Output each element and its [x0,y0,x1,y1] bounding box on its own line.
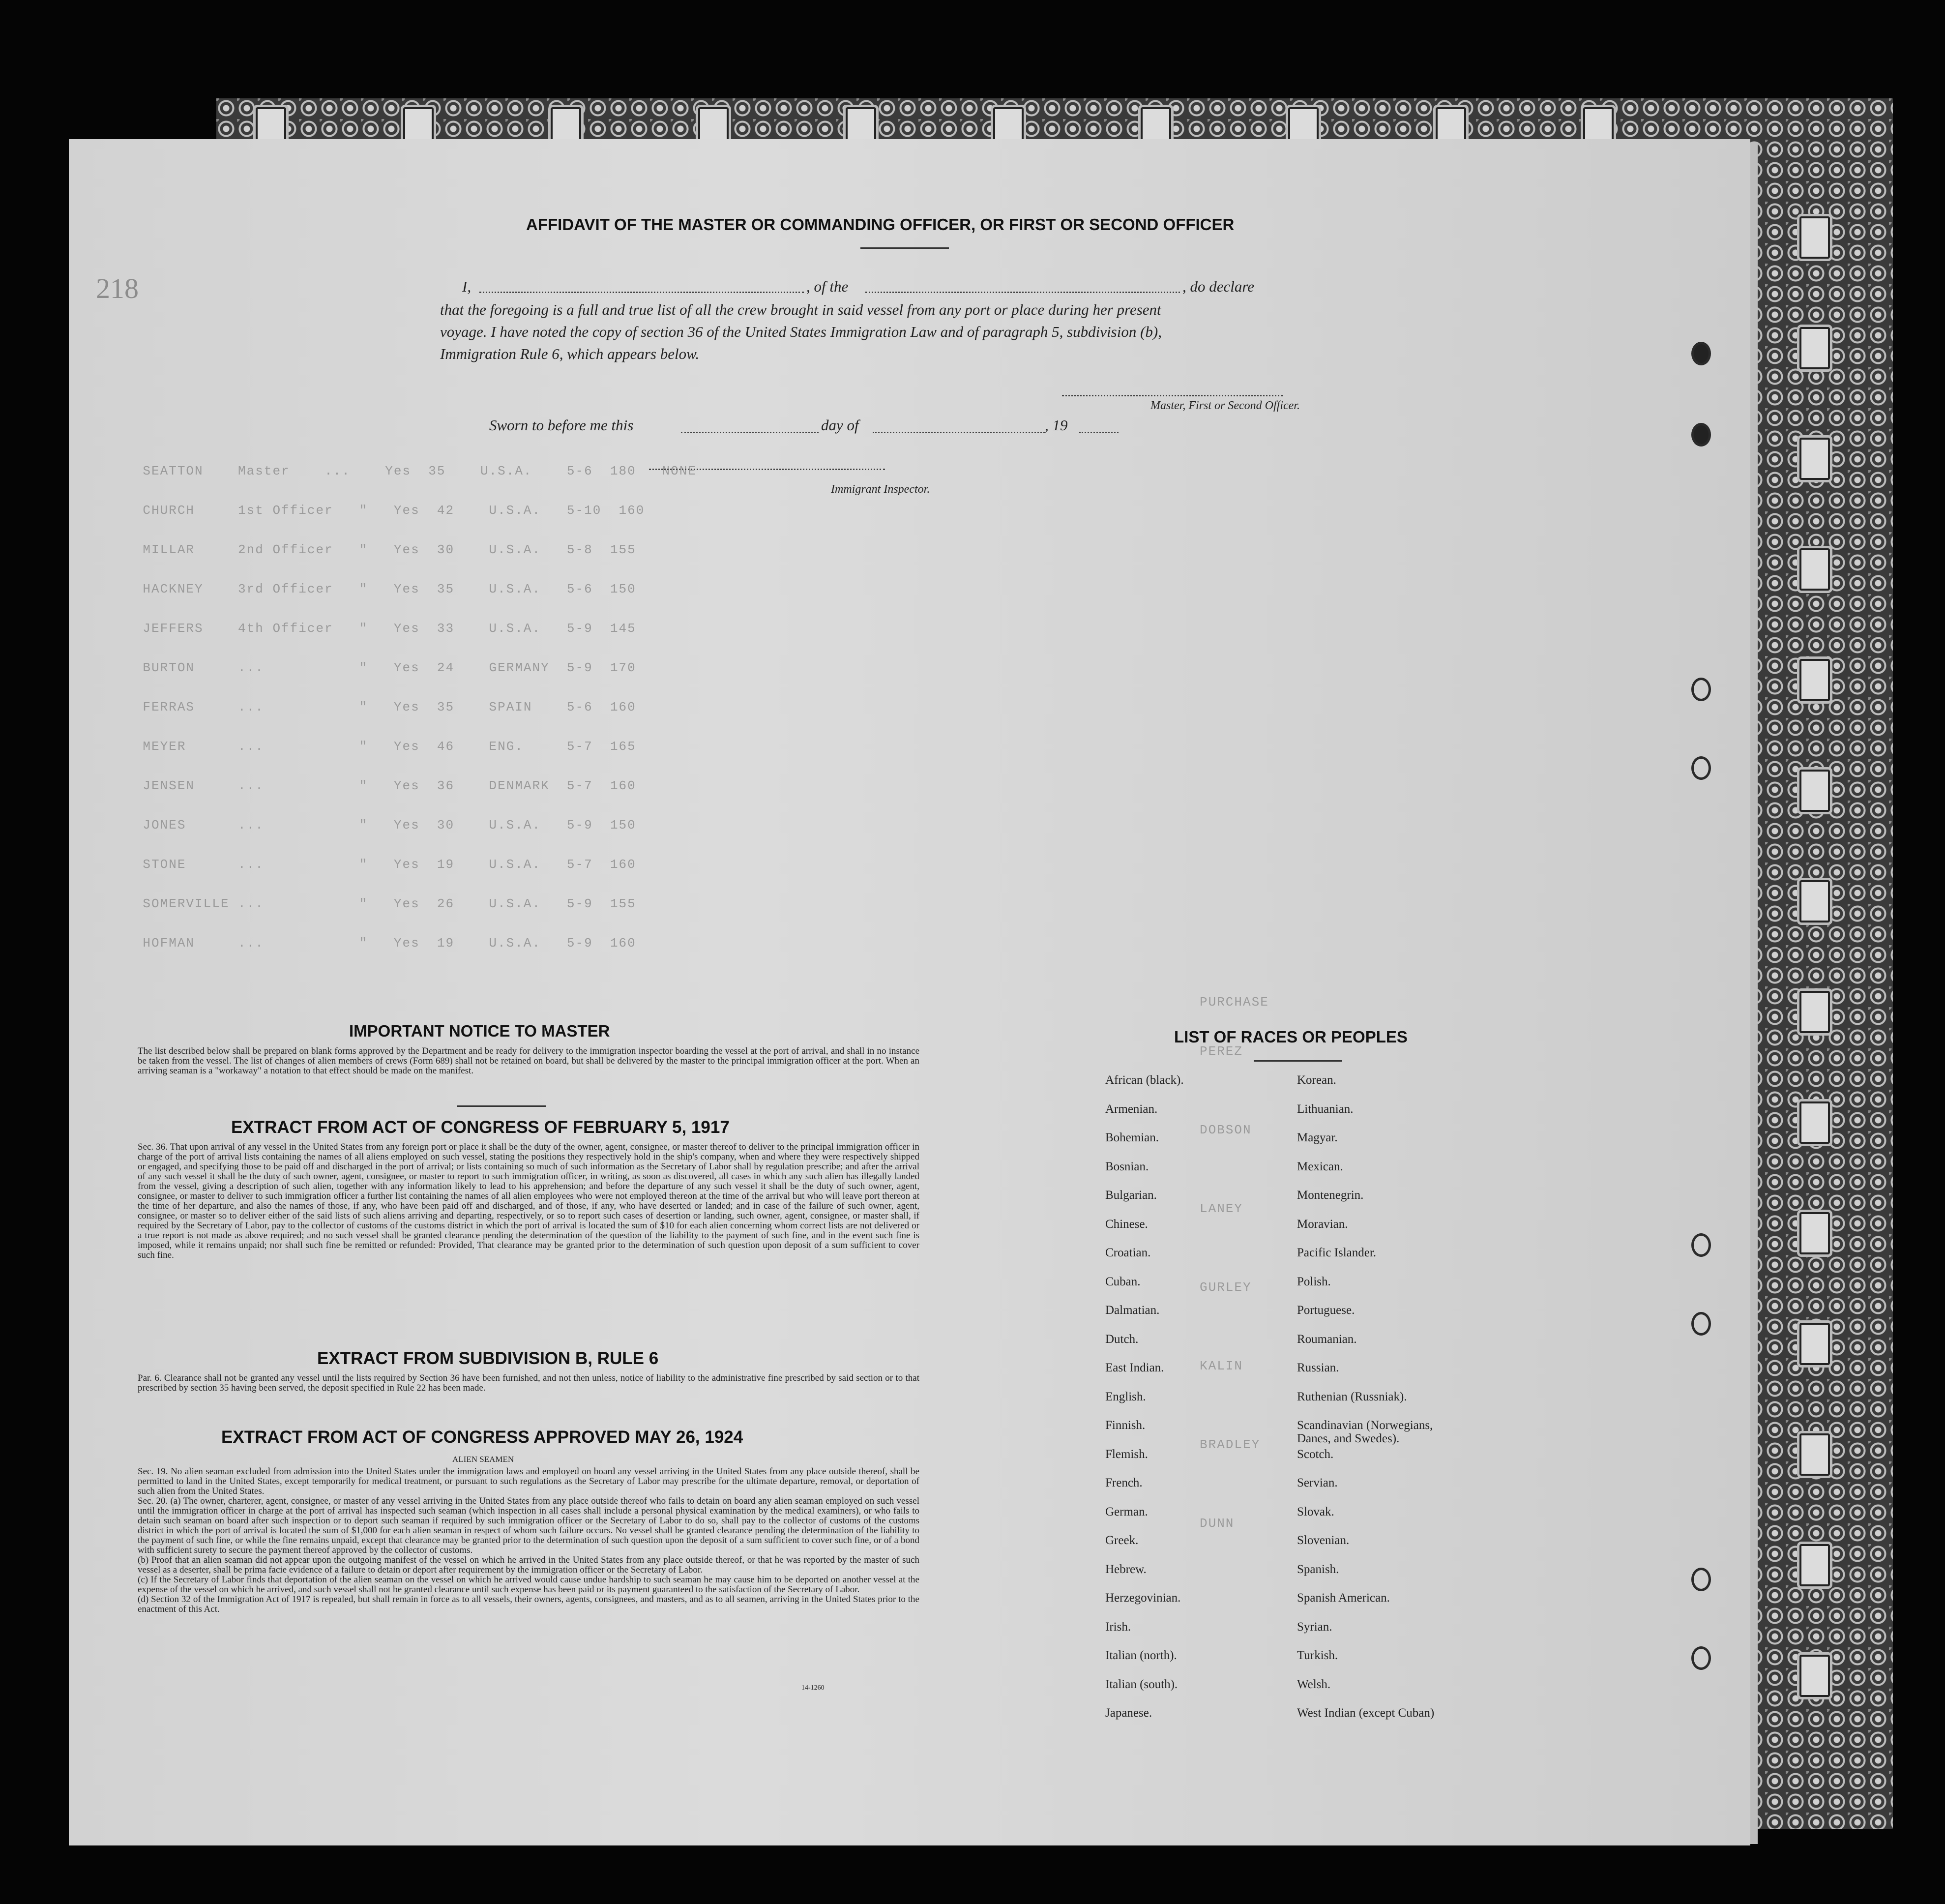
bleed-through: CHURCH 1st Officer " Yes 42 U.S.A. 5-10 160 [108,503,645,518]
margin-number: 218 [96,272,139,304]
race-entry: Russian. [1297,1361,1339,1374]
affidavit-title: AFFIDAVIT OF THE MASTER OR COMMANDING OFFICER, OR FIRST OR SECOND OFFICER [526,215,1235,234]
race-entry: Welsh. [1297,1677,1331,1691]
race-entry: Spanish. [1297,1562,1339,1576]
cover-stamp [1799,1433,1830,1476]
bleed-through: JENSEN ... " Yes 36 DENMARK 5-7 160 [108,778,636,793]
race-entry: Ruthenian (Russniak). [1297,1390,1407,1403]
race-entry: English. [1105,1390,1146,1403]
races-divider [1254,1060,1342,1062]
extract-1924-paragraph: (c) If the Secretary of Labor finds that deportation of the alien seaman on the vessel on which he arrived would cause undue hardship to such seaman he may cause him to be deported on another vessel at the expense of the vessel on which he arrived, and such vessel shall not be granted clearance until such expense has been paid or its payment guaranteed to the satisfaction of the Secretary of Labor. [138,1575,919,1595]
binder-hole [1691,678,1711,701]
bleed-through: DOBSON [1200,1123,1252,1137]
race-entry: Polish. [1297,1275,1331,1288]
declare-of-the: , of the [806,278,849,295]
cover-stamp [1799,438,1830,480]
cover-stamp [1799,1323,1830,1365]
race-entry: Bulgarian. [1105,1189,1157,1202]
binder-hole [1691,1233,1711,1257]
bleed-through: LANEY [1200,1201,1243,1216]
extract-1924-paragraph: Sec. 20. (a) The owner, charterer, agent, consignee, or master of any vessel arriving in the United States from any place outside thereof who fails to detain on board any alien seaman employed on such vessel until the immigration officer in charge at the port of arrival has inspected such seaman (which inspection in all cases shall include a personal physical examination by the medical examiners), or who fails to detain such seaman on board after such inspection or to deport such seaman if required by such immigration officer or the Secretary of Labor to do so, shall pay to the collector of customs of the customs district in which the port of arrival is located the sum of $1,000 for each alien seaman in respect of whom such failure occurs. No vessel shall be granted clearance pending the determination of the liability to the payment of such fine, or while the fine remains unpaid, except that clearance may be granted prior to the determination of such question upon the deposit of a sum sufficient to cover such fine, or of a bond with sufficient surety to secure the payment thereof approved by the collector of customs. [138,1496,919,1555]
bleed-through: PURCHASE [1200,995,1269,1010]
cover-stamp [1799,216,1830,259]
declaration-line-3: voyage. I have noted the copy of section 36 of the United States Immigration Law and of paragraph 5, subdivision (b), [440,323,1162,340]
race-entry: Syrian. [1297,1620,1332,1634]
form-number: 14-1260 [801,1684,825,1692]
race-entry: Lithuanian. [1297,1102,1354,1116]
race-entry: Scandinavian (Norwegians, Danes, and Swedes). [1297,1419,1433,1445]
race-entry: Herzegovinian. [1105,1591,1181,1605]
bleed-through: MILLAR 2nd Officer " Yes 30 U.S.A. 5-8 155 [108,542,636,557]
race-entry: Korean. [1297,1073,1336,1087]
sworn-prefix: Sworn to before me this [489,416,634,434]
cover-stamp [1799,1101,1830,1144]
race-entry: Roumanian. [1297,1332,1357,1346]
race-entry: Spanish American. [1297,1591,1390,1605]
race-entry: African (black). [1105,1073,1184,1087]
race-entry: Cuban. [1105,1275,1141,1288]
notice-title: IMPORTANT NOTICE TO MASTER [349,1022,610,1040]
vessel-blank [865,292,1180,293]
race-entry: Hebrew. [1105,1562,1147,1576]
race-entry: Magyar. [1297,1131,1338,1144]
extract-1924-paragraph: (d) Section 32 of the Immigration Act of 1917 is repealed, but shall remain in force as to all vessels, their owners, agents, consignees, and masters, and as to all seamen, arriving in the United States prior to the enactment of this Act. [138,1594,919,1614]
cover-stamp [1799,1544,1830,1586]
bleed-through: GURLEY [1200,1280,1252,1295]
race-entry: Bosnian. [1105,1160,1149,1173]
extract-1917-title: EXTRACT FROM ACT OF CONGRESS OF FEBRUARY 5, 1917 [231,1118,730,1137]
cover-stamp [1799,659,1830,701]
race-entry: Pacific Islander. [1297,1246,1377,1259]
extract-rule6-body: Par. 6. Clearance shall not be granted any vessel until the lists required by Section 36 have been furnished, and not then unless, notice of liability to the administrative fine prescribed by said section or to that prescribed by section 35 having been served, the deposit specified in Rule 22 has been made. [138,1373,919,1393]
inspector-caption: Immigrant Inspector. [831,483,930,496]
bleed-through: PEREZ [1200,1044,1243,1059]
cover-stamp [1799,991,1830,1033]
race-entry: Italian (north). [1105,1649,1177,1662]
extract-rule6-title: EXTRACT FROM SUBDIVISION B, RULE 6 [317,1349,659,1368]
cover-stamp [1799,1655,1830,1697]
bleed-through: DUNN [1200,1516,1235,1531]
race-entry: Dalmatian. [1105,1304,1160,1317]
race-entry: Bohemian. [1105,1131,1159,1144]
race-entry: Finnish. [1105,1419,1146,1432]
extract-1917-body: Sec. 36. That upon arrival of any vessel in the United States from any foreign port or place it shall be the duty of the owner, agent, consignee, or master thereof to deliver to the principal immigration officer in charge of the port of arrival lists containing the names of all aliens employed on such vessel, stating the positions they respectively hold in the ship's company, when and where they were respectively shipped or engaged, and specifying those to be paid off and discharged in the port of arrival; or lists containing so much of such information as the Secretary of Labor shall by regulation prescribe; and after the arrival of any such vessel it shall be the duty of such owner, agent, consignee, or master to report to such immigration officer, in writing, as soon as discovered, all cases in which any such alien has illegally landed from the vessel, giving a description of such alien, together with any information likely to lead to his apprehension; and before the departure of any such vessel it shall be the duty of such owner, agent, consignee, or master to deliver to such immigration officer a further list containing the names of all alien employees who were not employed thereon at the time of the arrival but who will leave port thereon at the time of her departure, and also the names of those, if any, who have been paid off and discharged, and of those, if any, who have deserted or landed; and in case of the failure of such owner, agent, consignee, or master so to deliver either of the said lists of such aliens arriving and departing, respectively, or so to report such cases of desertion or landing, such owner, agent, consignee, or master shall, if required by the Secretary of Labor, pay to the collector of customs of the customs district in which the port of arrival is located the sum of $10 for each alien concerning whom correct lists are not delivered or a true report is not made as above required; and no such vessel shall be granted clearance pending the determination of the question of the liability to the payment of such fine, and in the event such fine is imposed, while it remains unpaid; nor shall such fine be remitted or refunded: Provided, That clearance may be granted prior to the determination of such question upon deposit of a sum sufficient to cover such fine. [138,1142,919,1260]
race-entry: Dutch. [1105,1332,1139,1346]
race-entry: Scotch. [1297,1447,1334,1461]
race-entry: Greek. [1105,1534,1139,1547]
sworn-month-blank [873,432,1045,433]
race-entry: French. [1105,1476,1143,1489]
race-entry: Mexican. [1297,1160,1343,1173]
race-entry: Turkish. [1297,1649,1338,1662]
race-entry: Moravian. [1297,1217,1348,1231]
bleed-through: BURTON ... " Yes 24 GERMANY 5-9 170 [108,660,636,675]
race-entry: Portuguese. [1297,1304,1355,1317]
race-entry: Croatian. [1105,1246,1151,1259]
bleed-through: STONE ... " Yes 19 U.S.A. 5-7 160 [108,857,636,872]
race-entry: West Indian (except Cuban) [1297,1706,1435,1720]
cover-stamp [1799,548,1830,591]
race-entry: Chinese. [1105,1217,1148,1231]
bleed-through: JONES ... " Yes 30 U.S.A. 5-9 150 [108,818,636,833]
bleed-through: SEATTON Master ... Yes 35 U.S.A. 5-6 180 NONE [108,464,697,478]
cover-stamp [1799,770,1830,812]
binder-hole [1691,423,1711,446]
extract-1924-paragraph: (b) Proof that an alien seaman did not appear upon the outgoing manifest of the vessel on which he arrived in the United States from any place outside thereof, or that he was reported by the master of such vessel as a deserter, shall be prima facie evidence of a failure to detain or deport after requirement by the immigration officer or the Secretary of Labor. [138,1555,919,1575]
extract-1924-paragraph: Sec. 19. No alien seaman excluded from admission into the United States under the immigration laws and employed on board any vessel arriving in the United States from any place outside thereof, shall be permitted to land in the United States, except temporarily for medical treatment, or pursuant to such regulations as the Secretary of Labor may prescribe for the ultimate departure, removal, or deportation of such alien from the United States. [138,1466,919,1496]
binder-hole [1691,1312,1711,1336]
binder-hole [1691,342,1711,365]
declaration-line-4: Immigration Rule 6, which appears below. [440,345,700,362]
declaration-line-2: that the foregoing is a full and true list of all the crew brought in said vessel from any port or place during her present [440,301,1161,318]
declare-i: I, [462,278,472,295]
cover-stamp [1799,327,1830,369]
race-entry: Armenian. [1105,1102,1158,1116]
bleed-through: FERRAS ... " Yes 35 SPAIN 5-6 160 [108,700,636,714]
binder-hole [1691,1646,1711,1670]
race-entry: Italian (south). [1105,1677,1178,1691]
race-entry: Flemish. [1105,1447,1148,1461]
race-entry: Slovak. [1297,1505,1334,1518]
title-divider [860,247,949,249]
race-entry: Slovenian. [1297,1534,1350,1547]
bleed-through: JEFFERS 4th Officer " Yes 33 U.S.A. 5-9 145 [108,621,636,636]
inspector-blank [649,469,885,470]
bleed-through: HOFMAN ... " Yes 19 U.S.A. 5-9 160 [108,936,636,951]
notice-divider [457,1105,546,1107]
race-entry: Irish. [1105,1620,1131,1634]
race-entry: Montenegrin. [1297,1189,1364,1202]
extract-1924-subtitle: ALIEN SEAMEN [452,1455,514,1464]
races-title: LIST OF RACES OR PEOPLES [1174,1028,1408,1046]
sworn-year: , 19 [1045,416,1068,434]
race-entry: East Indian. [1105,1361,1164,1374]
manifest-page [69,139,1750,1845]
binder-hole [1691,756,1711,780]
bleed-through: SOMERVILLE ... " Yes 26 U.S.A. 5-9 155 [108,896,636,911]
bleed-through: KALIN [1200,1359,1243,1373]
bleed-through: BRADLEY [1200,1437,1261,1452]
signature-caption: Master, First or Second Officer. [1150,399,1300,412]
binder-hole [1691,1568,1711,1591]
extract-1924-paragraphs [138,1467,919,1614]
bleed-through: MEYER ... " Yes 46 ENG. 5-7 165 [108,739,636,754]
notice-body: The list described below shall be prepared on blank forms approved by the Department and be ready for delivery to the immigration inspector boarding the vessel at the port of arrival, and shall in no instance be taken from the vessel. The list of changes of alien members of crews (Form 689) shall not be retained on board, but shall be delivered by the master to the principal immigration officer at the port. When an arriving seaman is a "workaway" a notation to that effect should be made on the manifest. [138,1046,919,1076]
sworn-day-blank [681,432,819,433]
sworn-day-of: day of [821,416,859,434]
cover-stamp [1799,1212,1830,1254]
race-entry: Japanese. [1105,1706,1152,1720]
declare-verb: , do declare [1182,278,1255,295]
bleed-through: HACKNEY 3rd Officer " Yes 35 U.S.A. 5-6 150 [108,582,636,596]
extract-1924-title: EXTRACT FROM ACT OF CONGRESS APPROVED MAY 26, 1924 [221,1428,743,1447]
name-blank [479,292,804,293]
race-entry: German. [1105,1505,1148,1518]
sworn-year-blank [1079,432,1119,433]
cover-stamp [1799,880,1830,922]
race-entry: Servian. [1297,1476,1338,1489]
